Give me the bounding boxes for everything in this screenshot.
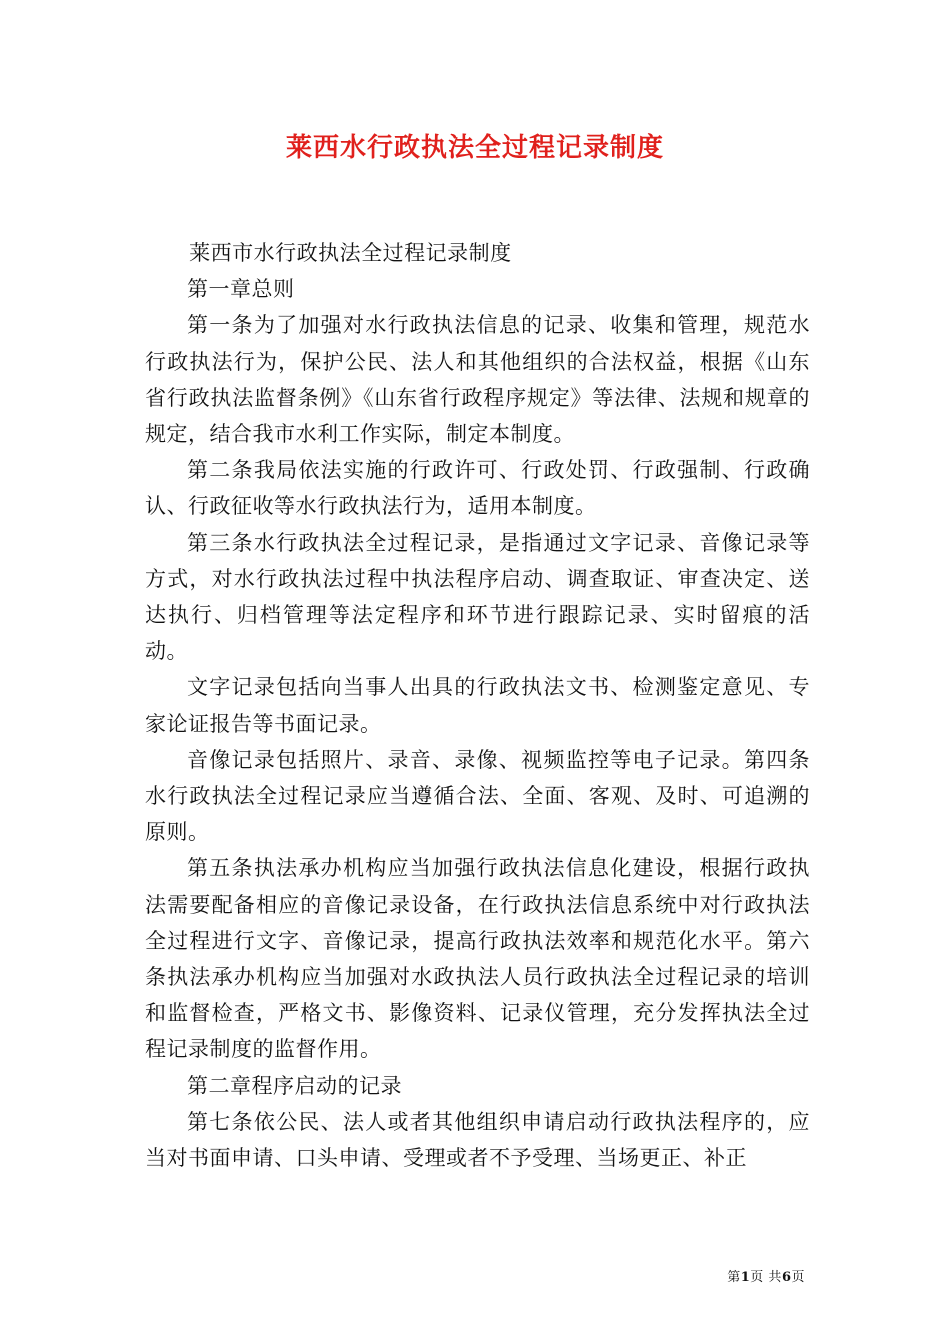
paragraph-article-5-6: 第五条执法承办机构应当加强行政执法信息化建设，根据行政执法需要配备相应的音像记录设备，在行政执法信息系统中对行政执法全过程进行文字、音像记录，提高行政执法效率和规范化水平。第六条执法承办机构应当加强对水政执法人员行政执法全过程记录的培训和监督检查，严格文书、影像资料、记录仪管理，充分发挥执法全过程记录制度的监督作用。 — [145, 856, 810, 1062]
footer-total-pages: 6 — [781, 1270, 792, 1285]
footer-suffix: 页 — [791, 1270, 805, 1285]
footer-middle: 页 共 — [750, 1270, 782, 1285]
paragraph-av-record: 音像记录包括照片、录音、录像、视频监控等电子记录。第四条水行政执法全过程记录应当遵循合法、全面、客观、及时、可追溯的原则。 — [145, 747, 810, 845]
page-number-footer — [727, 1266, 805, 1285]
paragraph-text-record: 文字记录包括向当事人出具的行政执法文书、检测鉴定意见、专家论证报告等书面记录。 — [145, 675, 810, 736]
paragraph-article-1: 第一条为了加强对水行政执法信息的记录、收集和管理，规范水行政执法行为，保护公民、法人和其他组织的合法权益，根据《山东省行政执法监督条例》《山东省行政程序规定》等法律、法规和规章的规定，结合我市水利工作实际，制定本制度。 — [145, 313, 810, 447]
paragraph-article-3: 第三条水行政执法全过程记录，是指通过文字记录、音像记录等方式，对水行政执法过程中执法程序启动、调查取证、审查决定、送达执行、归档管理等法定程序和环节进行跟踪记录、实时留痕的活动。 — [145, 530, 810, 664]
footer-prefix: 第 — [727, 1270, 741, 1285]
document-title: 莱西水行政执法全过程记录制度 — [285, 133, 664, 163]
paragraph-chapter-1: 第一章总则 — [187, 277, 295, 302]
paragraph-article-7: 第七条依公民、法人或者其他组织申请启动行政执法程序的，应当对书面申请、口头申请、受理或者不予受理、当场更正、补正 — [145, 1109, 810, 1171]
paragraph-subtitle: 莱西市水行政执法全过程记录制度 — [189, 241, 512, 265]
paragraph-article-2: 第二条我局依法实施的行政许可、行政处罚、行政强制、行政确认、行政征收等水行政执法行为，适用本制度。 — [145, 458, 810, 519]
document-body — [145, 235, 810, 1176]
paragraph-chapter-2: 第二章程序启动的记录 — [187, 1073, 402, 1098]
footer-current-page: 1 — [740, 1270, 751, 1285]
